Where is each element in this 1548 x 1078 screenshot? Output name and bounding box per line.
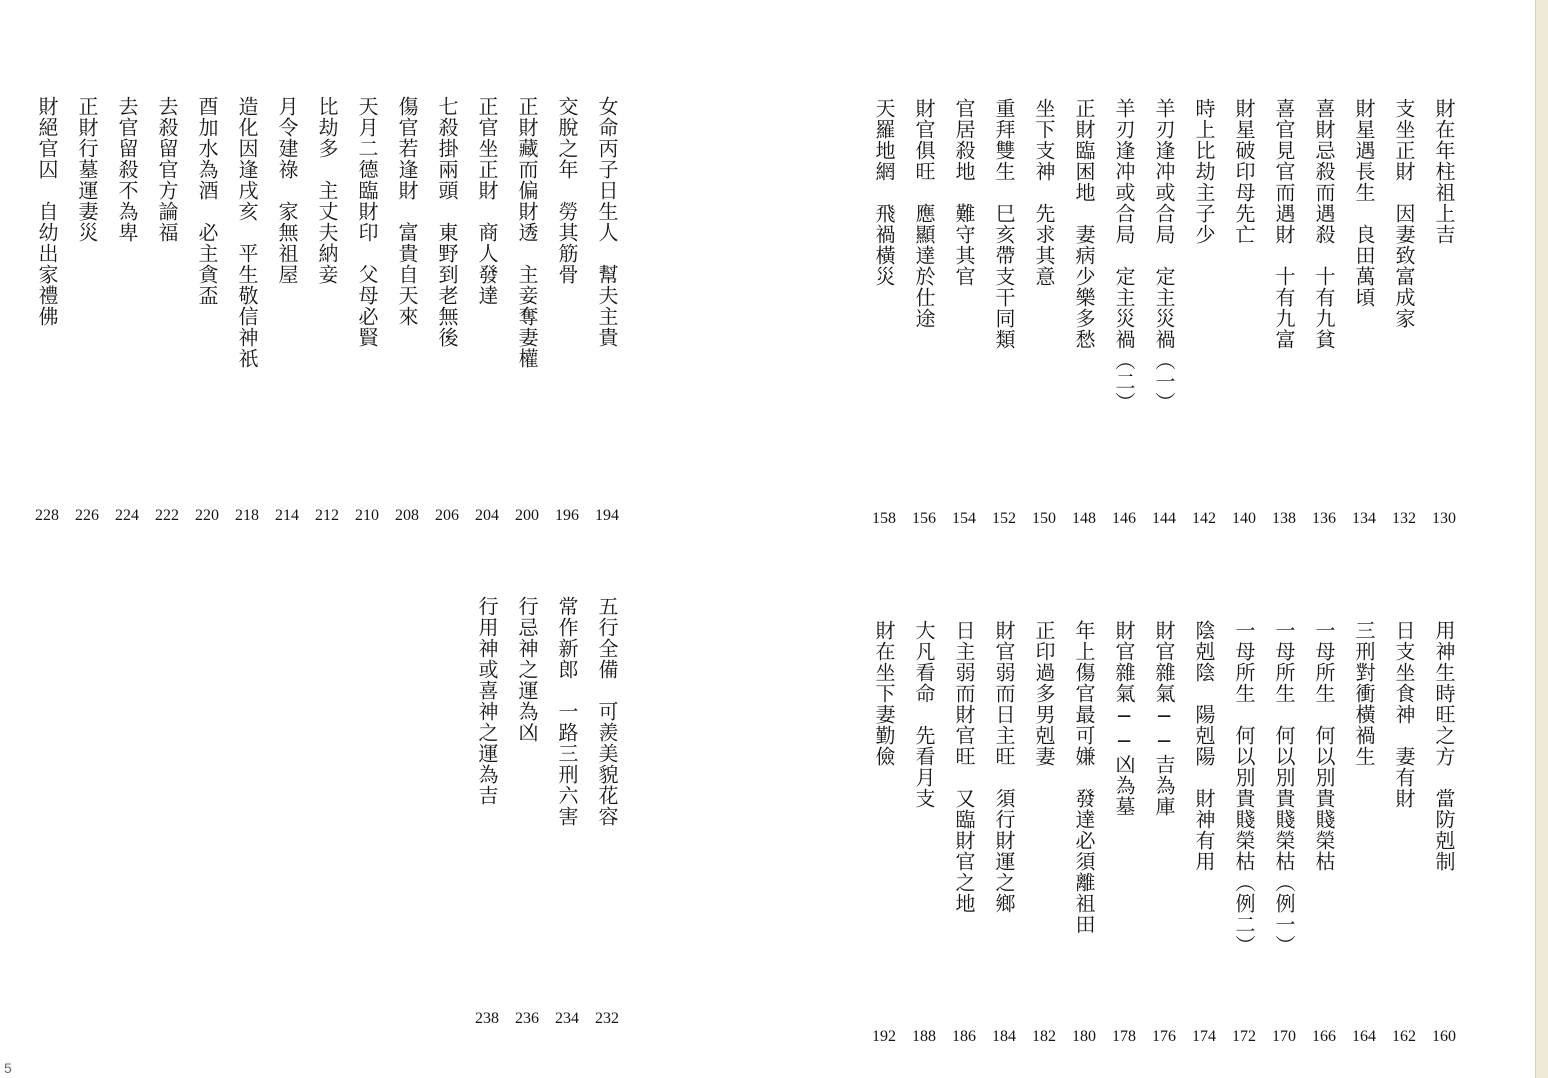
- toc-entry: 去殺留官方論福: [155, 96, 179, 243]
- page-number: 188: [912, 1028, 936, 1045]
- page-number: 196: [555, 507, 579, 524]
- page-number: 176: [1152, 1028, 1176, 1045]
- toc-entry: 日支坐食神 妻有財: [1392, 620, 1416, 809]
- toc-entry: 五行全備 可羨美貌花容: [595, 596, 619, 827]
- toc-entry: 正財臨困地 妻病少樂多愁: [1072, 98, 1096, 350]
- toc-entry: 交脫之年 勞其筋骨: [555, 96, 579, 285]
- page-number: 224: [115, 507, 139, 524]
- toc-entry: 一母所生 何以別貴賤榮枯（例二）: [1232, 620, 1256, 956]
- toc-entry: 日主弱而財官旺 又臨財官之地: [952, 620, 976, 914]
- page-number: 226: [75, 507, 99, 524]
- toc-entry: 天月二德臨財印 父母必賢: [355, 96, 379, 348]
- page-number: 212: [315, 507, 339, 524]
- toc-list-bottom-right: [864, 620, 1464, 1020]
- page-number: 172: [1232, 1028, 1256, 1045]
- toc-entry: 常作新郎 一路三刑六害: [555, 596, 579, 827]
- toc-entry: 行忌神之運為凶: [515, 596, 539, 743]
- toc-entry: 一母所生 何以別貴賤榮枯（例一）: [1272, 620, 1296, 956]
- toc-entry: 財官雜氣──吉為庫: [1152, 620, 1176, 817]
- toc-entry: 去官留殺不為卑: [115, 96, 139, 243]
- toc-entry: 天羅地網 飛禍橫災: [872, 98, 896, 287]
- page-number: 222: [155, 507, 179, 524]
- toc-entry: 酉加水為酒 必主貪盃: [195, 96, 219, 306]
- toc-entry: 羊刃逢冲或合局 定主災禍（一）: [1152, 98, 1176, 413]
- page-number: 220: [195, 507, 219, 524]
- toc-entry: 七殺掛兩頭 東野到老無後: [435, 96, 459, 348]
- toc-entry: 羊刃逢冲或合局 定主災禍（二）: [1112, 98, 1136, 413]
- toc-entry: 喜財忌殺而遇殺 十有九貧: [1312, 98, 1336, 350]
- page-number: 194: [595, 507, 619, 524]
- page-numbers-top-right: [864, 510, 1464, 528]
- toc-entry: 陰剋陰 陽剋陽 財神有用: [1192, 620, 1216, 872]
- page-number: 208: [395, 507, 419, 524]
- page-edge: [1535, 0, 1548, 1078]
- page-number: 238: [475, 1010, 499, 1027]
- toc-entry: 財官弱而日主旺 須行財運之鄉: [992, 620, 1016, 914]
- page-number: 178: [1112, 1028, 1136, 1045]
- page-number: 184: [992, 1028, 1016, 1045]
- page-numbers-bottom-left: [467, 1010, 627, 1028]
- page-number: 134: [1352, 510, 1376, 527]
- toc-entry: 用神生時旺之方 當防剋制: [1432, 620, 1456, 872]
- page-number: 130: [1432, 510, 1456, 527]
- toc-entry: 女命丙子日生人 幫夫主貴: [595, 96, 619, 348]
- page-number: 210: [355, 507, 379, 524]
- toc-entry: 時上比劫主子少: [1192, 98, 1216, 245]
- toc-entry: 月令建祿 家無祖屋: [275, 96, 299, 285]
- page-number: 150: [1032, 510, 1056, 527]
- page-number: 154: [952, 510, 976, 527]
- page-number: 182: [1032, 1028, 1056, 1045]
- page-number: 218: [235, 507, 259, 524]
- page-number: 164: [1352, 1028, 1376, 1045]
- toc-entry: 財星遇長生 良田萬頃: [1352, 98, 1376, 308]
- toc-entry: 坐下支神 先求其意: [1032, 98, 1056, 287]
- toc-entry: 財在年柱祖上吉: [1432, 98, 1456, 245]
- page-number: 186: [952, 1028, 976, 1045]
- toc-entry: 財官雜氣──凶為墓: [1112, 620, 1136, 817]
- page-number: 214: [275, 507, 299, 524]
- page-number: 142: [1192, 510, 1216, 527]
- page-number: 144: [1152, 510, 1176, 527]
- page-number: 158: [872, 510, 896, 527]
- page-number: 136: [1312, 510, 1336, 527]
- toc-entry: 喜官見官而遇財 十有九富: [1272, 98, 1296, 350]
- page-numbers-top-left: [27, 507, 627, 525]
- page-number: 152: [992, 510, 1016, 527]
- toc-entry: 財在坐下妻勤儉: [872, 620, 896, 767]
- toc-entry: 三刑對衝橫禍生: [1352, 620, 1376, 767]
- page-number: 132: [1392, 510, 1416, 527]
- page-numbers-bottom-right: [864, 1028, 1464, 1046]
- toc-entry: 年上傷官最可嫌 發達必須離祖田: [1072, 620, 1096, 935]
- page-number: 206: [435, 507, 459, 524]
- toc-entry: 行用神或喜神之運為吉: [475, 596, 499, 806]
- toc-entry: 支坐正財 因妻致富成家: [1392, 98, 1416, 329]
- toc-list-bottom-left: [467, 596, 627, 996]
- page-number: 138: [1272, 510, 1296, 527]
- toc-list-top-right: [864, 98, 1464, 498]
- page-number: 160: [1432, 1028, 1456, 1045]
- toc-entry: 正官坐正財 商人發達: [475, 96, 499, 306]
- toc-entry: 一母所生 何以別貴賤榮枯: [1312, 620, 1336, 872]
- toc-entry: 比劫多 主丈夫納妾: [315, 96, 339, 285]
- page-number: 204: [475, 507, 499, 524]
- toc-entry: 正財行墓運妻災: [75, 96, 99, 243]
- page-number: 236: [515, 1010, 539, 1027]
- page-number: 148: [1072, 510, 1096, 527]
- page-number: 174: [1192, 1028, 1216, 1045]
- page-number: 170: [1272, 1028, 1296, 1045]
- page-number: 234: [555, 1010, 579, 1027]
- toc-entry: 傷官若逢財 富貴自天來: [395, 96, 419, 327]
- toc-list-top-left: [27, 96, 627, 496]
- toc-entry: 財星破印母先亡: [1232, 98, 1256, 245]
- page-number: 192: [872, 1028, 896, 1045]
- page-number: 166: [1312, 1028, 1336, 1045]
- toc-entry: 造化因逢戌亥 平生敬信神祇: [235, 96, 259, 369]
- page-number: 180: [1072, 1028, 1096, 1045]
- toc-entry: 財絕官囚 自幼出家禮佛: [35, 96, 59, 327]
- corner-mark: 5: [4, 1060, 12, 1076]
- toc-entry: 重拜雙生 巳亥帶支干同類: [992, 98, 1016, 350]
- page-number: 156: [912, 510, 936, 527]
- page-number: 146: [1112, 510, 1136, 527]
- page-number: 228: [35, 507, 59, 524]
- toc-entry: 大凡看命 先看月支: [912, 620, 936, 809]
- toc-entry: 正印過多男剋妻: [1032, 620, 1056, 767]
- toc-entry: 財官俱旺 應顯達於仕途: [912, 98, 936, 329]
- page-number: 162: [1392, 1028, 1416, 1045]
- page-number: 140: [1232, 510, 1256, 527]
- toc-entry: 正財藏而偏財透 主妾奪妻權: [515, 96, 539, 369]
- page-number: 200: [515, 507, 539, 524]
- toc-entry: 官居殺地 難守其官: [952, 98, 976, 287]
- page-number: 232: [595, 1010, 619, 1027]
